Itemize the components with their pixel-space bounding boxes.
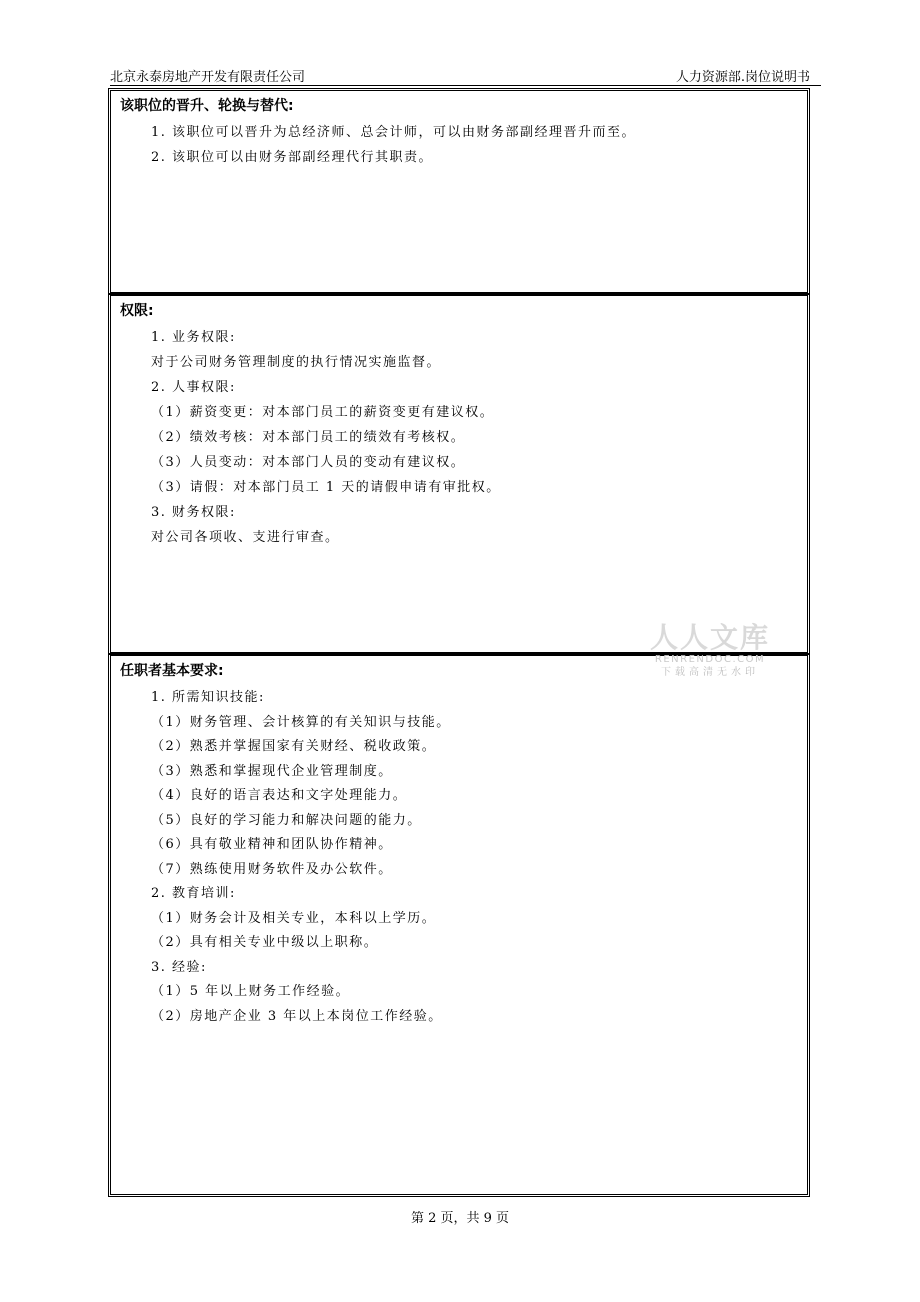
list-item: 1. 该职位可以晋升为总经济师、总会计师，可以由财务部副经理晋升而至。 [151,125,637,140]
list-item: 对于公司财务管理制度的执行情况实施监督。 [151,355,442,370]
list-item: （2）熟悉并掌握国家有关财经、税收政策。 [151,739,437,754]
list-item: （1）薪资变更：对本部门员工的薪资变更有建议权。 [151,405,495,420]
list-item: 2. 教育培训: [151,886,236,901]
section-title: 任职者基本要求: [120,663,224,679]
list-item: 1. 所需知识技能: [151,690,265,705]
list-item: （1）5 年以上财务工作经验。 [151,984,351,999]
list-item: 3. 财务权限: [151,505,236,520]
watermark-url: RENRENDOC.COM [654,654,766,665]
company-name: 北京永泰房地产开发有限责任公司 [110,70,306,85]
document-title: 人力资源部.岗位说明书 [675,70,810,85]
list-item: 3. 经验: [151,960,207,975]
list-item: 2. 该职位可以由财务部副经理代行其职责。 [151,150,434,165]
list-item: （2）具有相关专业中级以上职称。 [151,935,379,950]
section-requirements [110,655,808,1195]
page-header [110,66,810,86]
watermark-tagline: 下载高清无水印 [661,667,759,678]
section-title: 该职位的晋升、轮换与替代: [120,98,294,114]
header-divider [110,85,821,86]
watermark-logo: 人人文库 [649,621,770,654]
list-item: （4）良好的语言表达和文字处理能力。 [151,788,408,803]
section-authority [110,295,808,653]
list-item: （1）财务会计及相关专业，本科以上学历。 [151,911,437,926]
section-title: 权限: [120,303,154,319]
list-item: （2）房地产企业 3 年以上本岗位工作经验。 [151,1009,443,1024]
page-number: 第 2 页，共 9 页 [410,1211,510,1226]
list-item: （3）请假：对本部门员工 1 天的请假申请有审批权。 [151,480,501,495]
list-item: （5）良好的学习能力和解决问题的能力。 [151,813,422,828]
list-item: （2）绩效考核：对本部门员工的绩效有考核权。 [151,430,466,445]
list-item: （3）熟悉和掌握现代企业管理制度。 [151,764,393,779]
list-item: 2. 人事权限: [151,380,236,395]
watermark [645,622,775,682]
list-item: 对公司各项收、支进行审查。 [151,530,340,545]
list-item: （3）人员变动：对本部门人员的变动有建议权。 [151,455,466,470]
list-item: （1）财务管理、会计核算的有关知识与技能。 [151,715,451,730]
list-item: （7）熟练使用财务软件及办公软件。 [151,862,393,877]
section-promotion [110,90,808,293]
list-item: 1. 业务权限: [151,330,236,345]
list-item: （6）具有敬业精神和团队协作精神。 [151,837,393,852]
